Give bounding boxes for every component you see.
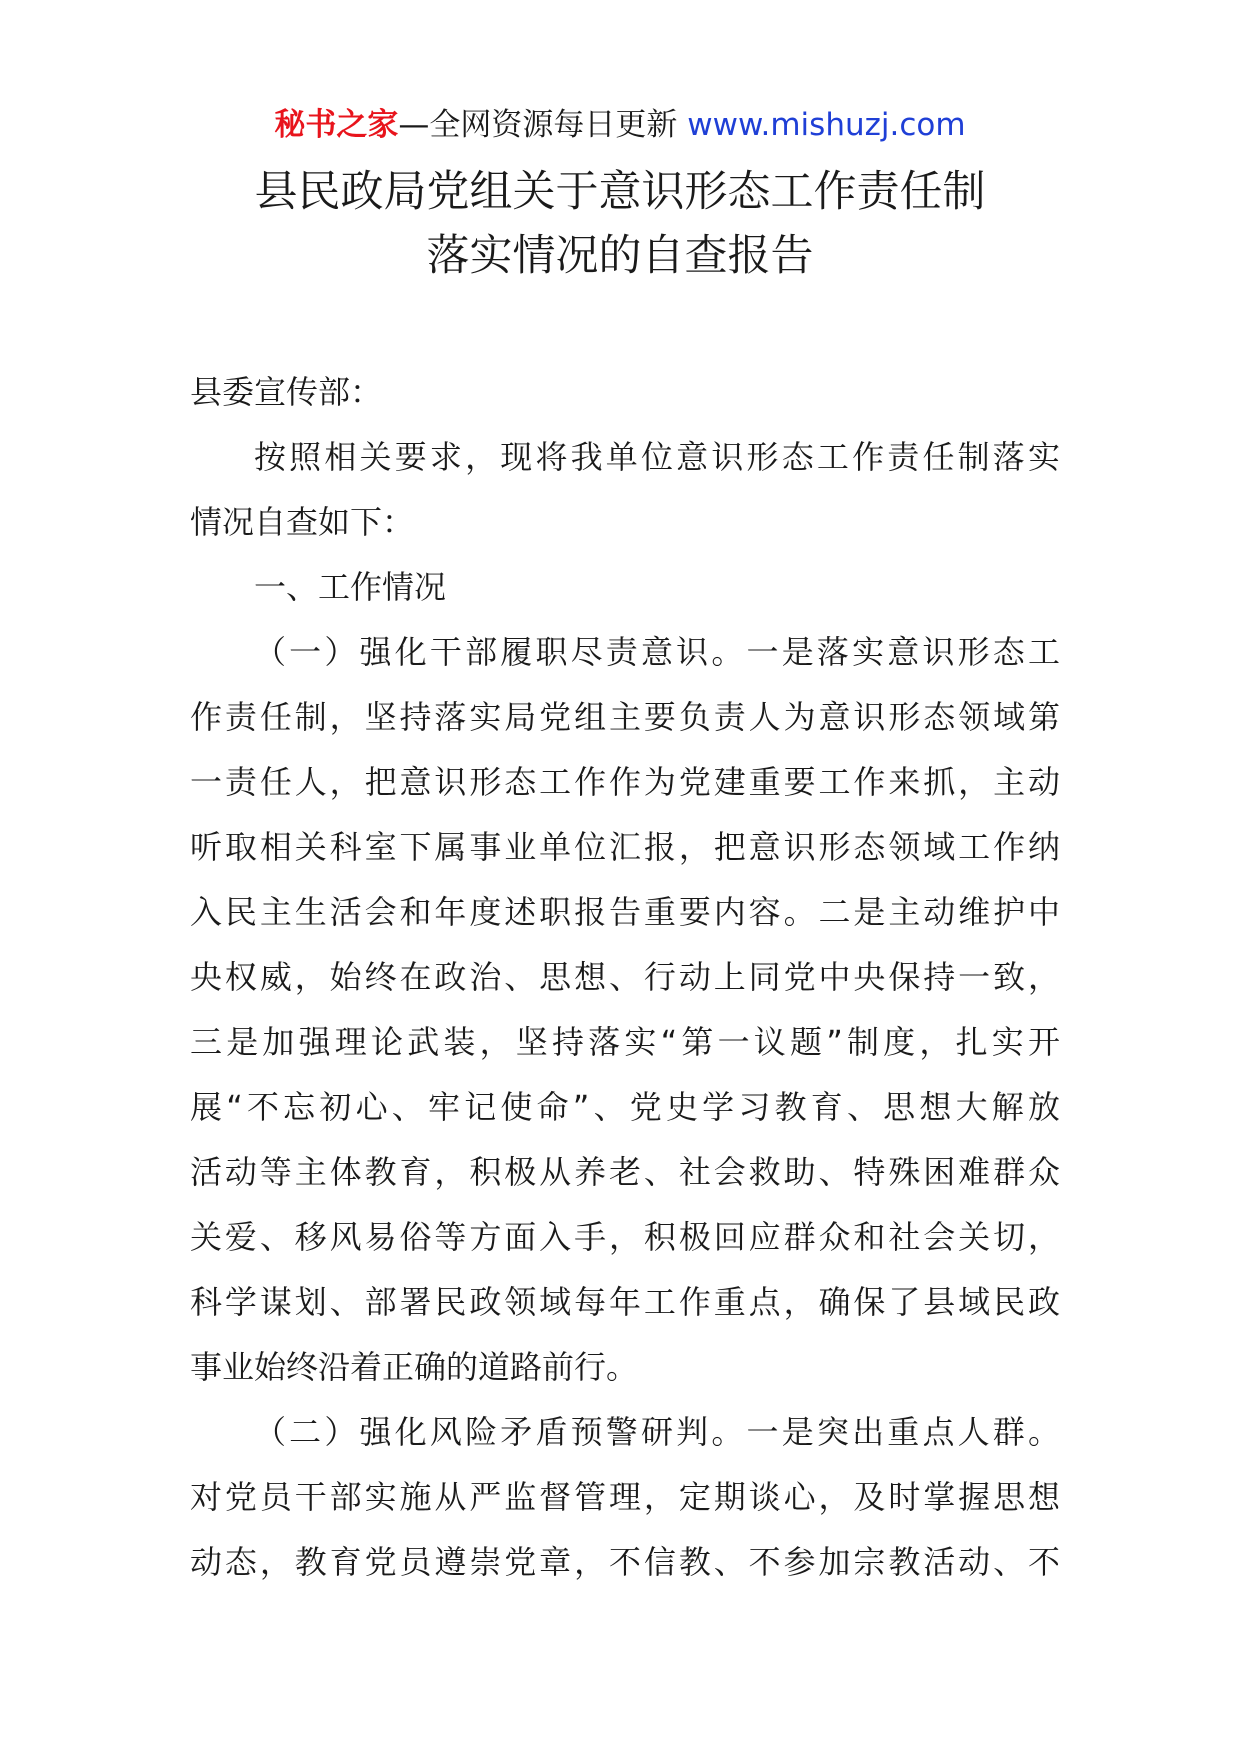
body-line: 科学谋划、部署民政领域每年工作重点，确保了县域民政 <box>190 1283 1060 1321</box>
document-title <box>0 160 1240 288</box>
body-line: 作责任制，坚持落实局党组主要负责人为意识形态领域第 <box>190 698 1060 736</box>
site-banner <box>0 100 1240 150</box>
body-line: 入民主生活会和年度述职报告重要内容。二是主动维护中 <box>190 893 1060 931</box>
body-line: 一责任人，把意识形态工作作为党建重要工作来抓，主动 <box>190 763 1060 801</box>
salutation: 县委宣传部： <box>190 373 383 411</box>
title-line-1: 县民政局党组关于意识形态工作责任制 <box>254 167 986 217</box>
banner-slogan: —全网资源每日更新 <box>398 107 688 143</box>
body-line: 三是加强理论武装，坚持落实“第一议题”制度，扎实开 <box>190 1023 1060 1061</box>
body-line: 关爱、移风易俗等方面入手，积极回应群众和社会关切， <box>190 1218 1060 1256</box>
body-line: 听取相关科室下属事业单位汇报，把意识形态领域工作纳 <box>190 828 1060 866</box>
body-line: 动态，教育党员遵崇党章，不信教、不参加宗教活动、不 <box>190 1543 1060 1581</box>
body-line: 对党员干部实施从严监督管理，定期谈心，及时掌握思想 <box>190 1478 1060 1516</box>
body-line: （二）强化风险矛盾预警研判。一是突出重点人群。 <box>254 1413 1060 1451</box>
body-line: 展“不忘初心、牢记使命”、党史学习教育、思想大解放 <box>190 1088 1060 1126</box>
body-line: 情况自查如下： <box>190 503 415 541</box>
banner-url[interactable]: www.mishuzj.com <box>687 107 966 143</box>
body-line: 按照相关要求，现将我单位意识形态工作责任制落实 <box>254 438 1060 476</box>
body-line: 活动等主体教育，积极从养老、社会救助、特殊困难群众 <box>190 1153 1060 1191</box>
section-heading: 一、工作情况 <box>254 568 447 606</box>
title-line-2: 落实情况的自查报告 <box>426 231 814 281</box>
document-body <box>190 360 1060 1595</box>
banner-brand: 秘书之家 <box>274 107 399 143</box>
body-line: 央权威，始终在政治、思想、行动上同党中央保持一致， <box>190 958 1060 996</box>
body-line: 事业始终沿着正确的道路前行。 <box>190 1348 639 1386</box>
body-line: （一）强化干部履职尽责意识。一是落实意识形态工 <box>254 633 1060 671</box>
